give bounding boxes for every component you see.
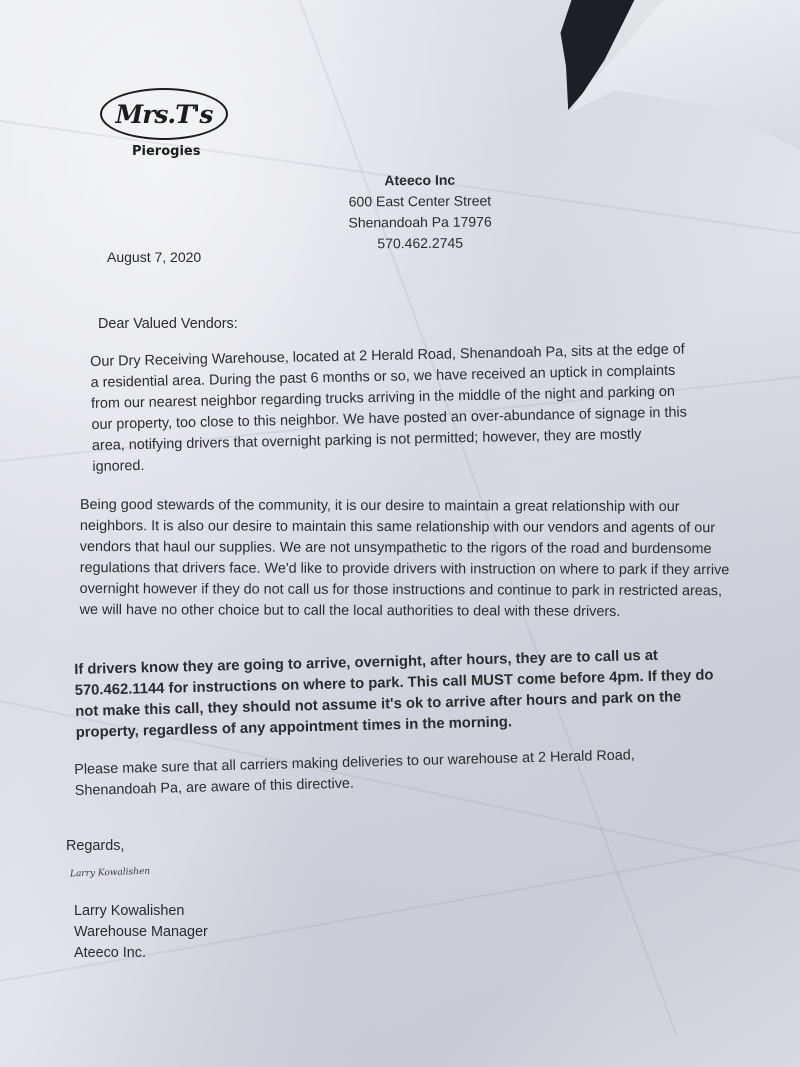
company-logo [100,88,240,168]
sender-company: Ateeco Inc. [74,945,146,961]
closing: Regards, [66,838,125,854]
paragraph-1: Our Dry Receiving Warehouse, located at 2 Herald Road, Shenandoah Pa, sits at the edge of a residential area. During the past 6 months or so, we have received an uptick in complaints from our nearest neighbor regarding trucks arriving in the middle of the night and parking on our property, too close to this neighbor. We have posted an over-abundance of signage in this area, notifying drivers that overnight parking is not permitted; however, they are mostly ignored. [90,341,688,475]
paragraph-2: Being good stewards of the community, it is our desire to maintain a great relationship with our neighbors. It is also our desire to maintain this same relationship with our vendors and agents of our vendors that haul our supplies. We are not unsympathetic to the rigors of the road and burdensome regulations that drivers face. We'd like to provide drivers with instruction on where to park if they arrive overnight however if they do not call us for those instructions and continue to park in restricted areas, we will have no other choice but to call the local authorities to deal with these drivers. [79,497,730,620]
sender-block [74,901,208,964]
sender-title: Warehouse Manager [74,924,208,940]
logo-name: Mrs.T's [115,99,213,129]
sender-name: Larry Kowalishen [74,903,185,919]
letter-date: August 7, 2020 [107,249,202,265]
handwritten-signature: Larry Kowalishen [69,866,151,880]
company-city: Shenandoah Pa 17976 [348,213,492,231]
logo-oval [100,88,228,140]
company-address-block [330,169,511,254]
salutation: Dear Valued Vendors: [98,316,238,332]
paragraph-4: Please make sure that all carriers making deliveries to our warehouse at 2 Herald Road, Shenandoah Pa, are aware of this directive. [74,747,635,799]
company-name: Ateeco Inc [384,171,456,189]
paragraph-3-bold: If drivers know they are going to arrive, overnight, after hours, they are to call us at 570.462.1144 for instructions on where to park. This call MUST come before 4pm. If they do not make this call, they should not assume it's ok to arrive after hours and park on the property, regardless of any appointment times in the morning. [74,647,714,741]
company-street: 600 East Center Street [348,192,492,210]
company-phone: 570.462.2745 [377,234,464,252]
logo-subtitle: Pierogies [132,144,201,159]
